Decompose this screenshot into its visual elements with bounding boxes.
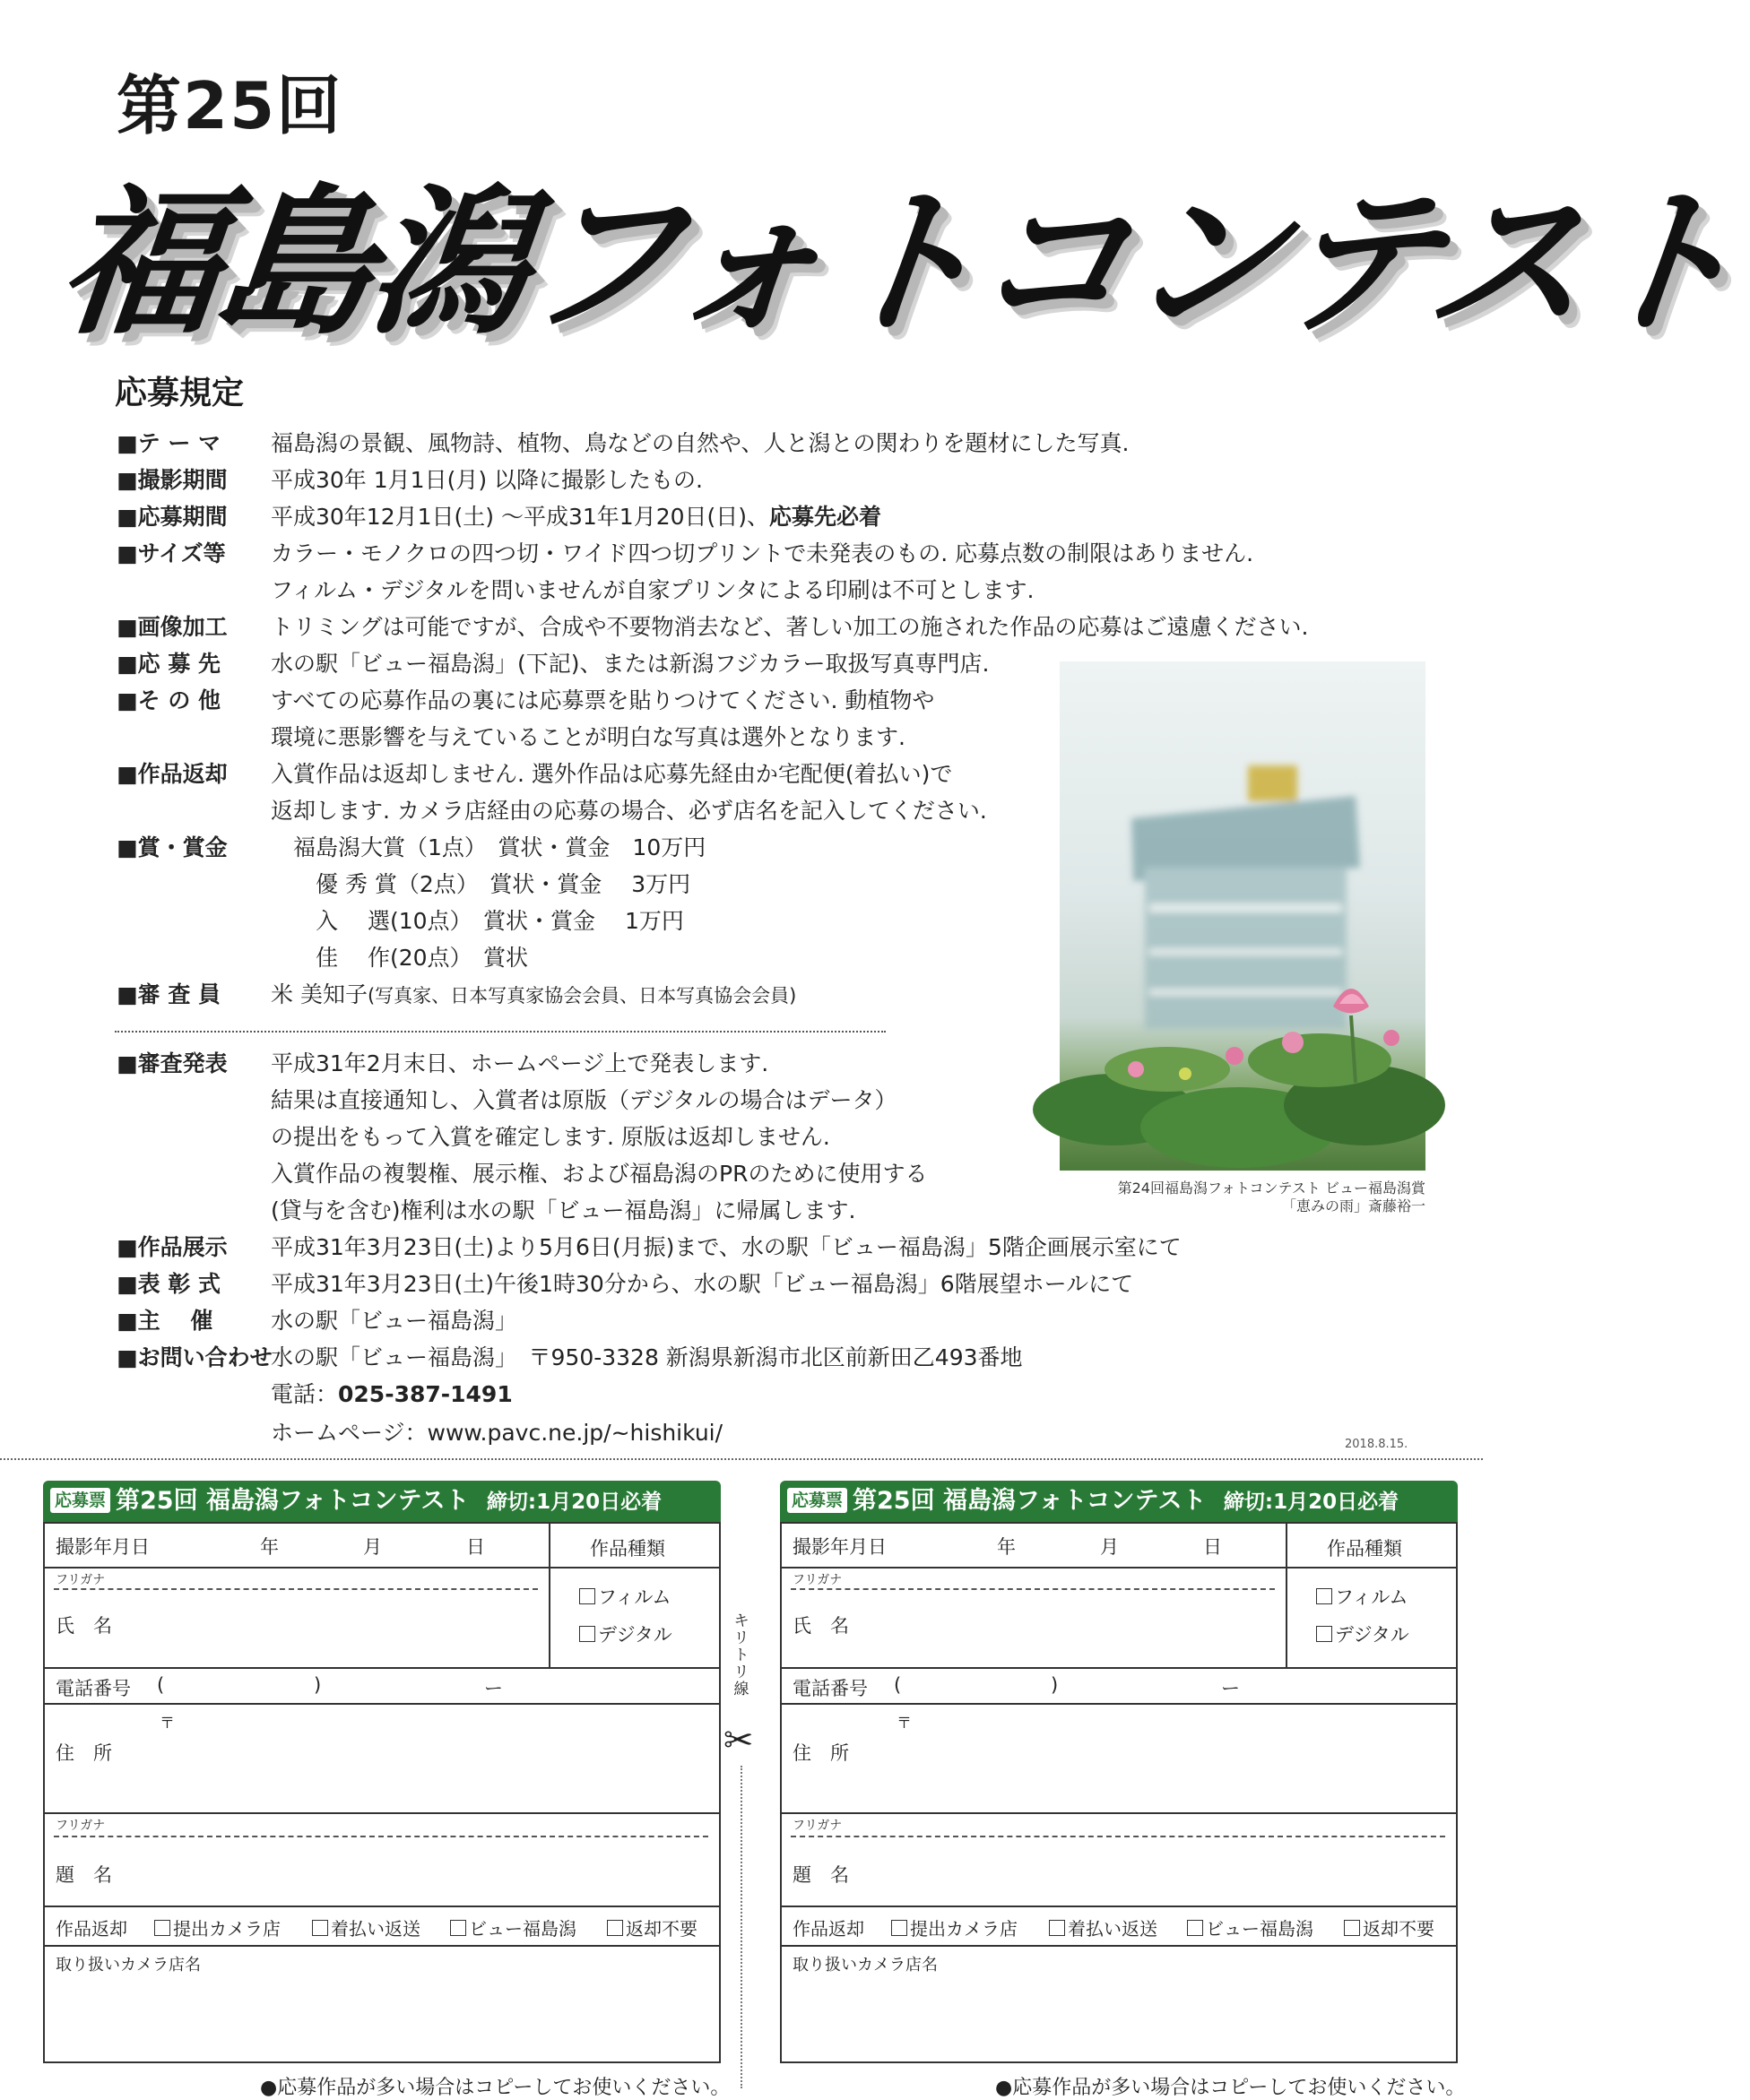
checkbox[interactable] [891, 1920, 907, 1936]
day-label: 日 [1203, 1536, 1222, 1558]
film-option[interactable] [579, 1583, 671, 1610]
homepage-link[interactable]: ホームページ：www.pavc.ne.jp/~hishikui/ [271, 1420, 723, 1446]
form-line [1286, 1567, 1456, 1569]
year-label: 年 [260, 1536, 279, 1558]
winning-photo [1060, 661, 1425, 1171]
rule-label: ■そ の 他 [117, 687, 221, 713]
day-label: 日 [466, 1536, 485, 1558]
film-label: フィルム [598, 1586, 671, 1608]
postal-mark: 〒 [160, 1715, 175, 1733]
phone-label: 電話番号 [793, 1678, 868, 1699]
form-body [43, 1522, 721, 2063]
rule-label: ■サイズ等 [117, 540, 226, 566]
form-line [45, 1945, 719, 1947]
furigana-line [54, 1836, 708, 1837]
form-deadline: 締切:1月20日必着 [1223, 1491, 1399, 1514]
rule-value: (貸与を含む)権利は水の駅「ビュー福島潟」に帰属します. [271, 1197, 856, 1223]
form-header [43, 1481, 721, 1522]
rule-value: 環境に悪影響を与えていることが明白な写真は選外となります. [271, 724, 905, 750]
cut-line [0, 1458, 1483, 1460]
rule-label: ■テ ー マ [117, 430, 221, 456]
furigana-label: フリガナ [793, 1573, 843, 1587]
form-title: 第25回 福島潟フォトコンテスト [853, 1487, 1207, 1515]
work-type-label: 作品種類 [1327, 1538, 1402, 1560]
digital-checkbox[interactable] [579, 1626, 595, 1642]
work-type-label: 作品種類 [590, 1538, 665, 1560]
film-checkbox[interactable] [1316, 1588, 1332, 1604]
film-checkbox[interactable] [579, 1588, 595, 1604]
rule-label: ■応募期間 [117, 504, 228, 530]
rule-value: 返却します. カメラ店経由の応募の場合、必ず店名を記入してください. [271, 798, 987, 824]
checkbox[interactable] [450, 1920, 466, 1936]
furigana-label: フリガナ [793, 1819, 843, 1833]
checkbox[interactable] [312, 1920, 328, 1936]
rule-value: フィルム・デジタルを問いませんが自家プリンタによる印刷は不可とします. [271, 577, 1035, 603]
rule-value: カラー・モノクロの四つ切・ワイド四つ切プリントで未発表のもの. 応募点数の制限はありません. [271, 540, 1254, 566]
cut-line-label: キ リ ト リ 線 [733, 1612, 749, 1698]
form-header [780, 1481, 1458, 1522]
rule-value: 結果は直接通知し、入賞者は原版（デジタルの場合はデータ） [271, 1087, 897, 1113]
rule-value: 入賞作品の複製権、展示権、および福島潟のPRのために使用する [271, 1161, 928, 1187]
year-label: 年 [997, 1536, 1016, 1558]
rule-label: ■賞・賞金 [117, 834, 228, 860]
return-cod-option[interactable] [1049, 1914, 1157, 1940]
work-title-label: 題 名 [56, 1864, 112, 1886]
return-camera-option[interactable] [154, 1914, 281, 1940]
paren-close: ) [1051, 1674, 1059, 1696]
rule-label: ■審 査 員 [117, 981, 221, 1007]
furigana-label: フリガナ [56, 1819, 106, 1833]
paren-close: ) [314, 1674, 322, 1696]
form-line [782, 1945, 1456, 1947]
form-divider [549, 1524, 550, 1667]
name-label: 氏 名 [793, 1615, 849, 1637]
prize-honorable: 佳 作(20点） 賞状 [271, 945, 529, 971]
rule-value [271, 498, 1176, 535]
rules-heading: 応募規定 [115, 375, 245, 411]
return-view-option[interactable] [450, 1914, 576, 1940]
form-line [45, 1703, 719, 1705]
phone-dash: ー [484, 1678, 503, 1699]
return-view-option[interactable] [1187, 1914, 1313, 1940]
form-line [782, 1812, 1456, 1814]
rule-value: 水の駅「ビュー福島潟」 [271, 1308, 518, 1334]
checkbox[interactable] [1187, 1920, 1203, 1936]
form-line [549, 1567, 719, 1569]
rules-divider [115, 1031, 886, 1033]
digital-option[interactable] [1316, 1620, 1409, 1647]
form-line [782, 1667, 1456, 1669]
prize-grand: 福島潟大賞（1点） 賞状・賞金 10万円 [271, 834, 706, 860]
furigana-line [54, 1588, 538, 1590]
camera-shop-label: 取り扱いカメラ店名 [793, 1956, 938, 1975]
checkbox[interactable] [154, 1920, 170, 1936]
form-badge: 応募票 [787, 1488, 847, 1513]
form-deadline: 締切:1月20日必着 [486, 1491, 663, 1514]
work-title-label: 題 名 [793, 1864, 849, 1886]
phone-dash: ー [1221, 1678, 1240, 1699]
option-label: 返却不要 [626, 1918, 697, 1940]
checkbox[interactable] [1049, 1920, 1065, 1936]
furigana-line [791, 1588, 1275, 1590]
rule-value: 平成30年 1月1日(月) 以降に撮影したもの. [271, 467, 703, 493]
shoot-date-label: 撮影年月日 [793, 1536, 887, 1558]
address-label: 住 所 [793, 1742, 849, 1764]
postal-mark: 〒 [897, 1715, 912, 1733]
photo-caption [1013, 1180, 1425, 1215]
rule-value: 平成31年3月23日(土)より5月6日(月振)まで、水の駅「ビュー福島潟」5階企画展示室にて [271, 1234, 1182, 1260]
option-label: ビュー福島潟 [1206, 1918, 1313, 1940]
rule-value: 平成31年2月末日、ホームページ上で発表します. [271, 1050, 769, 1076]
entry-period-emphasis: 応募先必着 [769, 504, 882, 530]
title-block [51, 134, 1747, 356]
phone-number[interactable]: 025-387-1491 [338, 1381, 513, 1407]
digital-label: デジタル [598, 1624, 672, 1646]
rule-value [271, 1376, 1176, 1413]
option-label: 返却不要 [1363, 1918, 1434, 1940]
form-divider [1286, 1524, 1287, 1667]
form-title: 第25回 福島潟フォトコンテスト [116, 1487, 470, 1515]
shoot-date-label: 撮影年月日 [56, 1536, 150, 1558]
form-note: ●応募作品が多い場合はコピーしてお使いください。 [260, 2077, 731, 2099]
film-label: フィルム [1335, 1586, 1408, 1608]
form-note: ●応募作品が多い場合はコピーしてお使いください。 [995, 2077, 1466, 2099]
rule-label: ■画像加工 [117, 614, 228, 640]
digital-option[interactable] [579, 1620, 672, 1647]
rule-label: ■お問い合わせ [117, 1344, 273, 1370]
prize-selected: 入 選(10点） 賞状・賞金 1万円 [271, 908, 684, 934]
rule-label: ■応 募 先 [117, 651, 221, 677]
option-label: ビュー福島潟 [469, 1918, 576, 1940]
checkbox[interactable] [1344, 1920, 1360, 1936]
month-label: 月 [363, 1536, 382, 1558]
rule-value: の提出をもって入賞を確定します. 原版は返却しません. [271, 1124, 830, 1150]
checkbox[interactable] [607, 1920, 623, 1936]
print-date: 2018.8.15. [1345, 1438, 1408, 1451]
rule-value: 平成31年3月23日(土)午後1時30分から、水の駅「ビュー福島潟」6階展望ホールにて [271, 1271, 1134, 1297]
rule-label: ■主 催 [117, 1308, 213, 1334]
rule-value: 入賞作品は返却しません. 選外作品は応募先経由か宅配便(着払い)で [271, 761, 953, 787]
cut-line-vertical [741, 1766, 742, 2088]
phone-label: 電話： [271, 1381, 339, 1407]
return-none-option[interactable] [1344, 1914, 1434, 1940]
rule-value: 福島潟の景観、風物詩、植物、鳥などの自然や、人と潟との関わりを題材にした写真. [271, 430, 1130, 456]
form-line [782, 1703, 1456, 1705]
lotus-tower-photo [1060, 661, 1425, 1171]
form-line [45, 1812, 719, 1814]
form-badge: 応募票 [50, 1488, 110, 1513]
form-line [45, 1667, 719, 1669]
digital-checkbox[interactable] [1316, 1626, 1332, 1642]
rule-label: ■作品展示 [117, 1234, 228, 1260]
rule-value: すべての応募作品の裏には応募票を貼りつけてください. 動植物や [271, 687, 935, 713]
phone-label: 電話番号 [56, 1678, 131, 1699]
paren-open: ( [894, 1674, 902, 1696]
form-line [45, 1567, 549, 1569]
rule-value: トリミングは可能ですが、合成や不要物消去など、著しい加工の施された作品の応募はご遠慮ください. [271, 614, 1309, 640]
month-label: 月 [1100, 1536, 1119, 1558]
form-body [780, 1522, 1458, 2063]
return-none-option[interactable] [607, 1914, 697, 1940]
rule-label: ■作品返却 [117, 761, 228, 787]
option-label: 提出カメラ店 [173, 1918, 281, 1940]
entry-form-right [780, 1481, 1458, 2068]
rule-value [271, 976, 1176, 1015]
name-label: 氏 名 [56, 1615, 112, 1637]
rule-value: 水の駅「ビュー福島潟」(下記)、または新潟フジカラー取扱写真専門店. [271, 651, 990, 677]
option-label: 着払い返送 [1068, 1918, 1157, 1940]
film-option[interactable] [1316, 1583, 1408, 1610]
prize-excellent: 優 秀 賞（2点） 賞状・賞金 3万円 [271, 871, 691, 897]
caption-line: 第24回福島潟フォトコンテスト ビュー福島潟賞 [1117, 1180, 1425, 1197]
return-cod-option[interactable] [312, 1914, 420, 1940]
furigana-label: フリガナ [56, 1573, 106, 1587]
camera-shop-label: 取り扱いカメラ店名 [56, 1956, 201, 1975]
judge-name: 米 美知子 [271, 981, 368, 1007]
rule-value: 水の駅「ビュー福島潟」 〒950-3328 新潟県新潟市北区前新田乙493番地 [271, 1344, 1023, 1370]
furigana-line [791, 1836, 1445, 1837]
return-label: 作品返却 [56, 1918, 127, 1940]
return-label: 作品返却 [793, 1918, 864, 1940]
form-line [782, 1567, 1286, 1569]
address-label: 住 所 [56, 1742, 112, 1764]
main-title: 福島潟フォトコンテスト [51, 170, 1747, 356]
rule-label: ■撮影期間 [117, 467, 228, 493]
paren-open: ( [157, 1674, 165, 1696]
option-label: 提出カメラ店 [910, 1918, 1018, 1940]
return-camera-option[interactable] [891, 1914, 1018, 1940]
scissors-icon: ✂ [723, 1720, 754, 1761]
edition-title: 第25回 [117, 68, 343, 143]
judge-note: (写真家、日本写真家協会会員、日本写真協会会員) [367, 985, 797, 1007]
digital-label: デジタル [1335, 1624, 1409, 1646]
rule-label: ■審査発表 [117, 1050, 228, 1076]
option-label: 着払い返送 [331, 1918, 420, 1940]
entry-form-left [43, 1481, 721, 2068]
form-line [782, 1906, 1456, 1907]
caption-line: 「恵みの雨」斎藤裕一 [1281, 1197, 1425, 1214]
rule-label: ■表 彰 式 [117, 1271, 221, 1297]
form-line [45, 1906, 719, 1907]
entry-period-text: 平成30年12月1日(土) ～平成31年1月20日(日)、 [271, 504, 770, 530]
